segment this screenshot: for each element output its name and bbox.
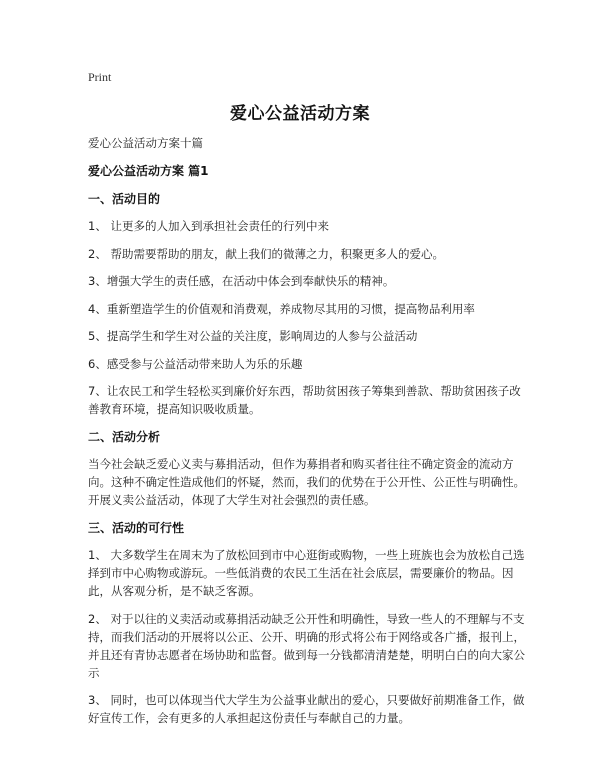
paragraph: 3、 同时，也可以体现当代大学生为公益事业献出的爱心，只要做好前期准备工作，做好宣传工作，会有更多的人承担起这份责任与奉献自己的力量。 xyxy=(88,693,525,725)
section-heading-feasibility: 三、活动的可行性 xyxy=(88,520,185,535)
print-link[interactable]: Print xyxy=(88,70,112,84)
paragraph: 5、提高学生和学生对公益的关注度，影响周边的人参与公益活动 xyxy=(88,329,418,343)
section-heading-purpose: 一、活动目的 xyxy=(88,191,161,206)
document-subtitle: 爱心公益活动方案十篇 xyxy=(88,136,203,150)
paragraph: 4、重新塑造学生的价值观和消费观，养成物尽其用的习惯，提高物品利用率 xyxy=(88,301,475,316)
paragraph: 6、感受参与公益活动带来助人为乐的乐趣 xyxy=(88,356,303,371)
document-body xyxy=(88,134,528,737)
section-heading-analysis: 二、活动分析 xyxy=(88,429,161,444)
article-heading: 爱心公益活动方案 篇1 xyxy=(88,164,209,178)
paragraph: 3、增强大学生的责任感，在活动中体会到奉献快乐的精神。 xyxy=(88,274,395,288)
paragraph: 当今社会缺乏爱心义卖与募捐活动，但作为募捐者和购买者往往不确定资金的流动方向。这种不确定性造成他们的怀疑，然而，我们的优势在于公开性、公正性与明确性。开展义卖公益活动，体现了大学生对社会强烈的责任感。 xyxy=(88,457,525,507)
paragraph: 2、 对于以往的义卖活动或募捐活动缺乏公开性和明确性，导致一些人的不理解与不支持，而我们活动的开展将以公正、公开、明确的形式将公布于网络或各广播，报刊上，并且还有青协志愿者在场协助和监督。做到每一分钱都清清楚楚，明明白白的向大家公示 xyxy=(88,611,525,680)
paragraph: 2、 帮助需要帮助的朋友，献上我们的微薄之力，积聚更多人的爱心。 xyxy=(88,246,444,261)
paragraph: 1、 大多数学生在周末为了放松回到市中心逛街或购物，一些上班族也会为放松自己选择到市中心购物或游玩。一些低消费的农民工生活在社会底层，需要廉价的物品。因此，从客观分析，是不缺乏客源。 xyxy=(88,548,525,598)
document-title: 爱心公益活动方案 xyxy=(230,104,370,124)
paragraph: 1、 让更多的人加入到承担社会责任的行列中来 xyxy=(88,219,329,233)
paragraph: 7、让农民工和学生轻松买到廉价好东西，帮助贫困孩子筹集到善款、帮助贫困孩子改善教育环境，提高知识吸收质量。 xyxy=(88,384,521,416)
